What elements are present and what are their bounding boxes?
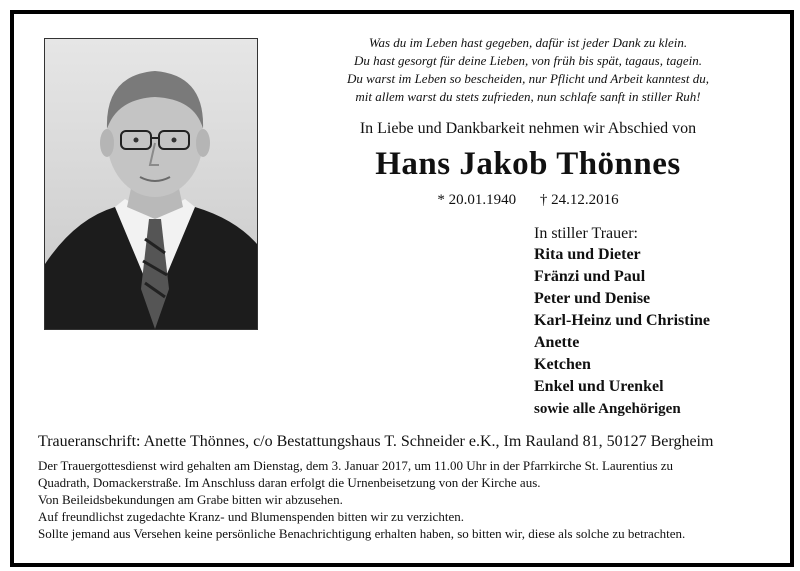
note-line: Sollte jemand aus Versehen keine persönliche Benachrichtigung erhalten haben, so bitten wir, diese als solche zu betrachten. [38, 526, 686, 541]
obituary-card [10, 10, 794, 567]
mourner-name: Karl-Heinz und Christine [534, 312, 711, 329]
birth-date: * 20.01.1940 [437, 192, 517, 208]
note-line: Auf freundlichst zugedachte Kranz- und Blumenspenden bitten wir zu verzichten. [38, 509, 464, 524]
portrait-photo [44, 38, 258, 330]
mourner-name: Rita und Dieter [534, 246, 641, 263]
deceased-name: Hans Jakob Thönnes [375, 146, 681, 182]
mourner-name: Anette [534, 334, 580, 351]
memorial-poem [276, 34, 780, 106]
portrait-illustration [45, 39, 257, 329]
death-date: † 24.12.2016 [539, 192, 619, 208]
mourner-name: sowie alle Angehörigen [534, 401, 681, 417]
poem-line: Was du im Leben hast gegeben, dafür ist jeder Dank zu klein. [368, 35, 688, 50]
mourner-name: Peter und Denise [534, 290, 651, 307]
poem-line: Du hast gesorgt für deine Lieben, von früh bis spät, tagaus, tagein. [354, 53, 702, 68]
mourner-name: Ketchen [534, 356, 591, 373]
mourner-name: Enkel und Urenkel [534, 378, 664, 395]
mourners-label: In stiller Trauer: [534, 225, 638, 242]
service-notes [38, 457, 780, 542]
mourners-list [534, 224, 784, 420]
note-line: Der Trauergottesdienst wird gehalten am Dienstag, dem 3. Januar 2017, um 11.00 Uhr in der Pfarrkirche St. Laurentius zu [38, 458, 674, 473]
mourning-address: Traueranschrift: Anette Thönnes, c/o Bestattungshaus T. Schneider e.K., Im Rauland 81, 50127 Bergheim [38, 433, 714, 450]
mourner-name: Fränzi und Paul [534, 268, 646, 285]
life-dates [276, 192, 780, 209]
note-line: Von Beileidsbekundungen am Grabe bitten wir abzusehen. [38, 492, 343, 507]
poem-line: mit allem warst du stets zufrieden, nun schlafe sanft in stiller Ruh! [355, 89, 701, 104]
farewell-intro: In Liebe und Dankbarkeit nehmen wir Abschied von [359, 120, 697, 137]
poem-line: Du warst im Leben so bescheiden, nur Pflicht und Arbeit kanntest du, [347, 71, 709, 86]
note-line: Quadrath, Domackerstraße. Im Anschluss daran erfolgt die Urnenbeisetzung von der Kirche aus. [38, 475, 541, 490]
